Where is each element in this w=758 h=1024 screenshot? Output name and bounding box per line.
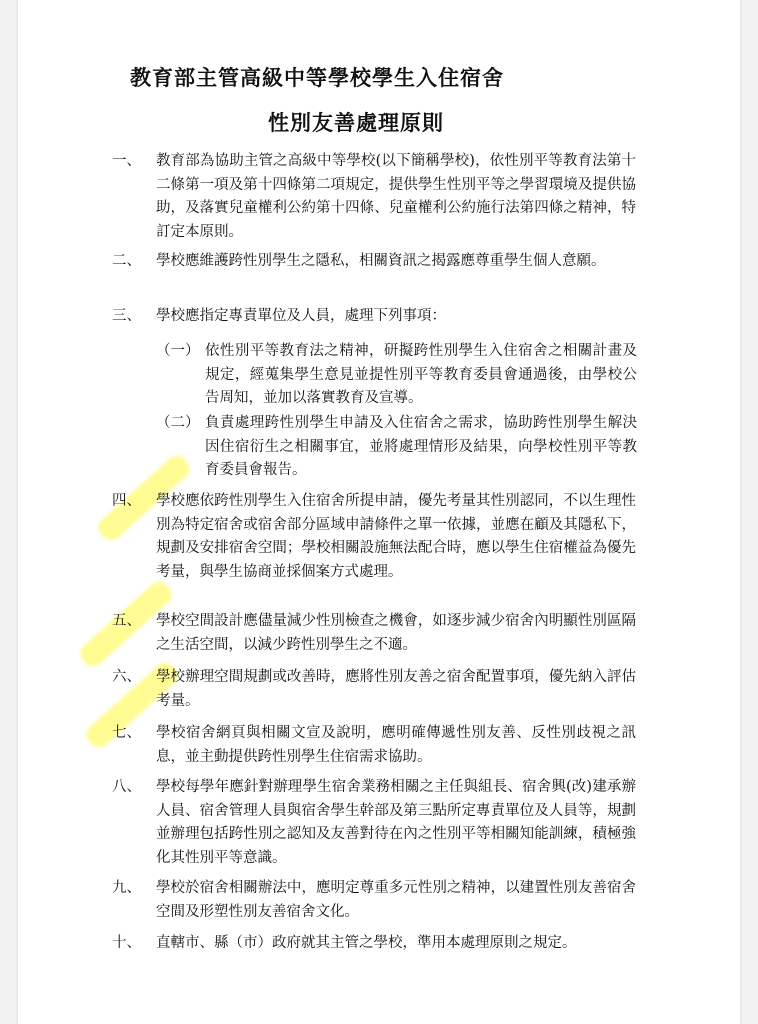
clause-text: 學校於宿舍相關辦法中，應明定尊重多元性別之精神，以建置性別友善宿舍空間及形塑性別友善宿舍文化。 [156,880,636,920]
clause-number: 四、 [112,493,141,509]
clause-number: 十、 [112,935,141,951]
subclause-text: 依性別平等教育法之精神，研擬跨性別學生入住宿舍之相關計畫及規定，經蒐集學生意見並提性別平等教育委員會通過後，由學校公告周知，並加以落實教育及宣導。 [205,343,637,406]
clause-number: 六、 [112,669,141,685]
clause-text: 直轄市、縣（市）政府就其主管之學校，準用本處理原則之規定。 [156,935,577,951]
clause-number: 一、 [112,153,141,169]
subclause-number: （二） [156,415,200,431]
clause-text: 學校辦理空間規劃或改善時，應將性別友善之宿舍配置事項，優先納入評估考量。 [156,669,636,709]
clause-number: 五、 [112,613,141,629]
clause-text: 學校宿舍網頁與相關文宣及說明，應明確傳遞性別友善、反性別歧視之訊息，並主動提供跨性別學生住宿需求協助。 [156,725,636,765]
clause-text: 學校應維護跨性別學生之隱私，相關資訊之揭露應尊重學生個人意願。 [156,253,606,269]
clause-number: 八、 [112,779,141,795]
clause-number: 九、 [112,880,141,896]
clause-text: 學校每學年應針對辦理學生宿舍業務相關之主任與組長、宿舍興(改)建承辦人員、宿舍管理人員與宿舍學生幹部及第三點所定專責單位及人員等，規劃並辦理包括跨性別之認知及友善對待在內之性別平等相關知能訓練，積極強化其性別平等意識。 [156,779,636,866]
document-title-line1: 教育部主管高級中等學校學生入住宿舍 [130,65,504,90]
subclause-text: 負責處理跨性別學生申請及入住宿舍之需求，協助跨性別學生解決因住宿衍生之相關事宜，並將處理情形及結果，向學校性別平等教育委員會報告。 [205,415,637,478]
clause-text: 學校應指定專責單位及人員，處理下列事項： [156,308,446,324]
clause-number: 三、 [112,308,141,324]
subclause-number: （一） [156,343,200,359]
clause-number: 七、 [112,725,141,741]
clause-text: 教育部為協助主管之高級中等學校(以下簡稱學校)，依性別平等教育法第十二條第一項及第十四條第二項規定，提供學生性別平等之學習環境及提供協助，及落實兒童權利公約第十四條、兒童權利公約施行法第四條之精神，特訂定本原則。 [156,153,636,240]
document-title-line2: 性別友善處理原則 [268,110,444,135]
clause-text: 學校應依跨性別學生入住宿舍所提申請，優先考量其性別認同，不以生理性別為特定宿舍或宿舍部分區域申請條件之單一依據，並應在顧及其隱私下，規劃及安排宿舍空間；學校相關設施無法配合時，應以學生住宿權益為優先考量，與學生協商並採個案方式處理。 [156,493,636,580]
clause-number: 二、 [112,253,141,269]
clause-text: 學校空間設計應儘量減少性別檢查之機會，如逐步減少宿舍內明顯性別區隔之生活空間，以減少跨性別學生之不適。 [156,613,636,653]
